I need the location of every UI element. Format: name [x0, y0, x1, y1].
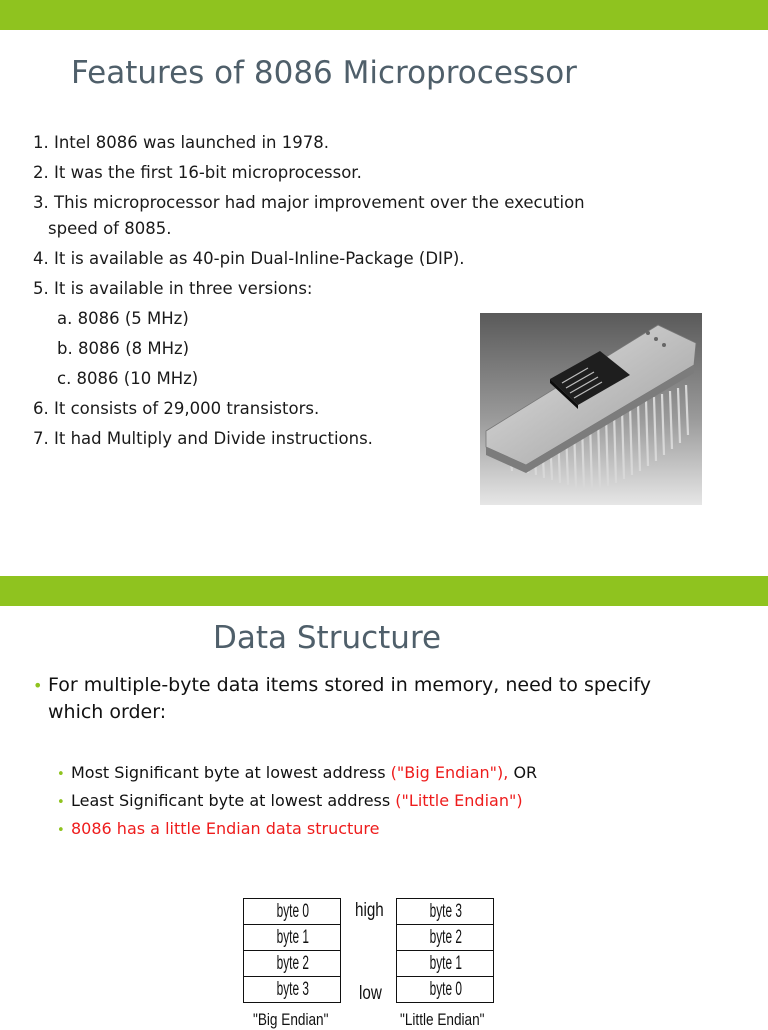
big-endian-label: "Big Endian": [253, 1010, 329, 1029]
little-endian-label: "Little Endian": [400, 1010, 485, 1029]
middle-accent-band: [0, 576, 768, 606]
list-item: • 8086 has a little Endian data structure: [57, 819, 380, 838]
list-item: 4. It is available as 40-pin Dual-Inline-Package (DIP).: [33, 249, 465, 268]
table-cell: byte 2: [407, 925, 483, 951]
slide2-title: Data Structure: [213, 620, 442, 656]
main-bullet-text: For multiple-byte data items stored in memory, need to specify which order:: [48, 674, 651, 723]
table-cell: byte 2: [254, 951, 330, 977]
list-item: 3. This microprocessor had major improvement over the execution: [33, 193, 585, 212]
table-cell: byte 3: [407, 899, 483, 925]
list-item: 7. It had Multiply and Divide instructions.: [33, 429, 373, 448]
bullet-icon: •: [33, 676, 43, 695]
table-cell: byte 0: [407, 977, 483, 1003]
list-item: 2. It was the first 16-bit microprocessor.: [33, 163, 362, 182]
list-subitem: a. 8086 (5 MHz): [57, 309, 189, 328]
list-subitem: b. 8086 (8 MHz): [57, 339, 190, 358]
list-item-continuation: speed of 8085.: [48, 219, 172, 238]
list-subitem: c. 8086 (10 MHz): [57, 369, 199, 388]
big-endian-table: [243, 898, 341, 1003]
table-cell: byte 1: [407, 951, 483, 977]
bullet-icon: •: [57, 823, 65, 838]
high-label: high: [355, 900, 384, 921]
chip-photo: [480, 313, 702, 505]
list-item: 1. Intel 8086 was launched in 1978.: [33, 133, 329, 152]
little-endian-table: [396, 898, 494, 1003]
low-label: low: [359, 983, 382, 1004]
list-item: • Most Significant byte at lowest address ("Big Endian"), OR: [57, 763, 538, 782]
list-item: 6. It consists of 29,000 transistors.: [33, 399, 320, 418]
bullet-icon: •: [57, 795, 65, 810]
table-cell: byte 0: [254, 899, 330, 925]
slide1-title: Features of 8086 Microprocessor: [71, 55, 577, 91]
bullet-icon: •: [57, 767, 65, 782]
list-item: 5. It is available in three versions:: [33, 279, 313, 298]
top-accent-band: [0, 0, 768, 30]
list-item: • Least Significant byte at lowest address ("Little Endian"): [57, 791, 523, 810]
table-cell: byte 1: [254, 925, 330, 951]
table-cell: byte 3: [254, 977, 330, 1003]
